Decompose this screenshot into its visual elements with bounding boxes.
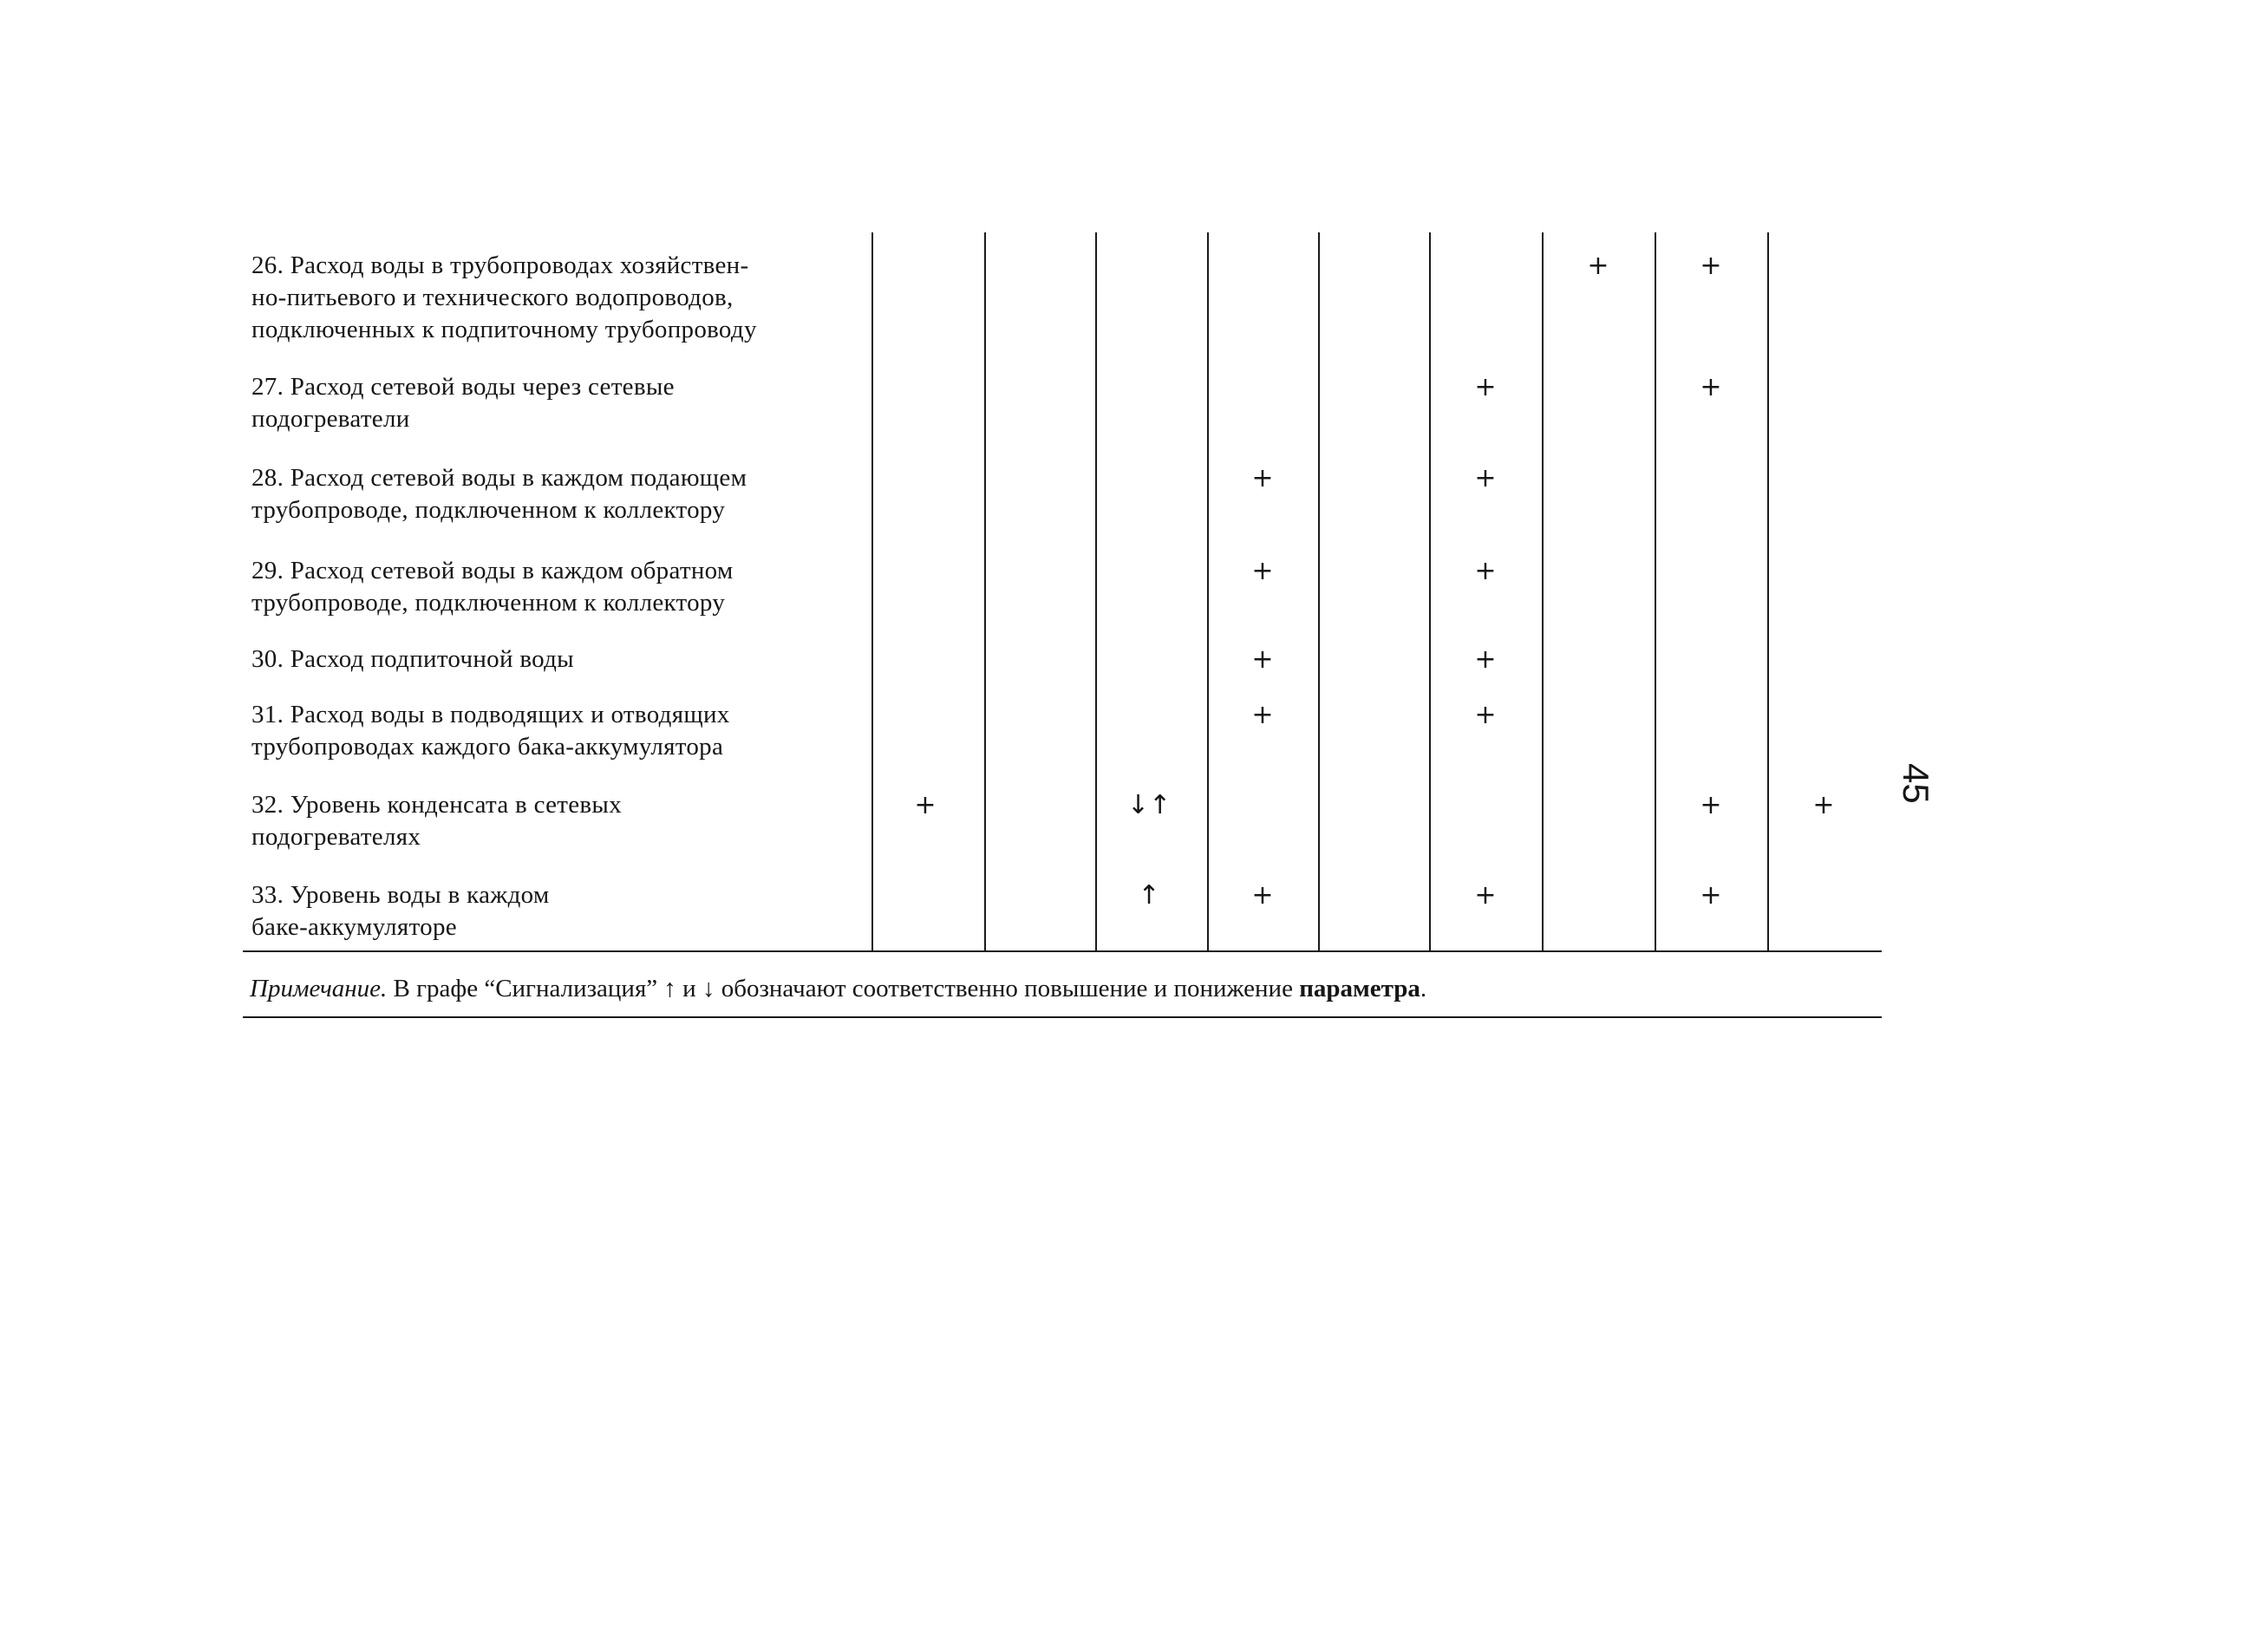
- row-28-line-2: трубопроводе, подключенном к коллектору: [251, 496, 726, 524]
- row-32-line-2: подогревателях: [251, 823, 421, 851]
- row-31-line-2: трубопроводах каждого бака-аккумулятора: [251, 733, 724, 761]
- row-29-mark-col-6: +: [1474, 556, 1497, 586]
- row-26-line-2: но-питьевого и технического водопроводов,: [251, 284, 734, 311]
- row-26-line-3: подключенных к подпиточному трубопроводу: [251, 316, 757, 343]
- column-separator: [1318, 232, 1320, 950]
- row-30-mark-col-4: +: [1251, 644, 1274, 675]
- row-33-mark-col-8: +: [1700, 880, 1722, 911]
- row-label-31: [251, 699, 1119, 763]
- row-label-32: [251, 789, 1119, 853]
- row-label-30: [251, 643, 1119, 676]
- row-33-mark-col-4: +: [1251, 880, 1274, 911]
- row-31-mark-col-4: +: [1251, 700, 1274, 730]
- note-end: .: [1420, 975, 1427, 1002]
- row-label-27: [251, 371, 1119, 435]
- row-label-26: [251, 250, 1119, 346]
- row-32-mark-col-3: ↓↑: [1126, 790, 1172, 820]
- row-32-mark-col-8: +: [1700, 790, 1722, 820]
- table-bottom-rule: [243, 950, 1882, 952]
- row-label-28: [251, 462, 1119, 526]
- row-33-mark-col-6: +: [1474, 880, 1497, 911]
- row-28-mark-col-4: +: [1251, 463, 1274, 493]
- row-32-mark-col-1: +: [914, 790, 937, 820]
- row-32-line-1: 32. Уровень конденсата в сетевых: [251, 791, 623, 819]
- row-26-mark-col-8: +: [1700, 251, 1722, 281]
- column-separator: [1767, 232, 1769, 950]
- note-label: Примечание.: [250, 975, 388, 1002]
- down-arrow-icon: ↓: [702, 975, 715, 1002]
- page-number: 45: [1896, 763, 1936, 804]
- note-bottom-rule: [243, 1016, 1882, 1018]
- row-31-mark-col-6: +: [1474, 700, 1497, 730]
- row-28-mark-col-6: +: [1474, 463, 1497, 493]
- row-29-mark-col-4: +: [1251, 556, 1274, 586]
- note-text-before: В графе “Сигнализация”: [387, 975, 664, 1002]
- row-30-line-1: 30. Расход подпиточной воды: [251, 645, 574, 673]
- table-footnote: [250, 971, 1426, 1006]
- row-27-line-1: 27. Расход сетевой воды через сетевые: [251, 373, 675, 401]
- column-separator: [1655, 232, 1656, 950]
- note-conjunction: и: [676, 975, 702, 1002]
- parameters-table: [243, 232, 1882, 952]
- up-arrow-icon: ↑: [663, 975, 676, 1002]
- note-text-after: обозначают соответственно повышение и понижение: [715, 975, 1300, 1002]
- row-29-line-2: трубопроводе, подключенном к коллектору: [251, 589, 726, 617]
- row-30-mark-col-6: +: [1474, 644, 1497, 675]
- row-29-line-1: 29. Расход сетевой воды в каждом обратном: [251, 557, 734, 584]
- row-26-line-1: 26. Расход воды в трубопроводах хозяйствен-: [251, 251, 749, 279]
- row-31-line-1: 31. Расход воды в подводящих и отводящих: [251, 701, 730, 728]
- row-27-mark-col-6: +: [1474, 372, 1497, 402]
- row-33-mark-col-3: ↑: [1138, 880, 1160, 911]
- row-label-33: [251, 879, 1119, 944]
- row-33-line-1: 33. Уровень воды в каждом: [251, 881, 550, 909]
- note-bold-word: параметра: [1299, 975, 1420, 1002]
- row-32-mark-col-9: +: [1812, 790, 1835, 820]
- row-33-line-2: баке-аккумуляторе: [251, 913, 457, 941]
- row-26-mark-col-7: +: [1587, 251, 1609, 281]
- row-27-mark-col-8: +: [1700, 372, 1722, 402]
- column-separator: [1429, 232, 1431, 950]
- column-separator: [1542, 232, 1544, 950]
- row-27-line-2: подогреватели: [251, 405, 410, 433]
- row-label-29: [251, 555, 1119, 619]
- row-28-line-1: 28. Расход сетевой воды в каждом подающем: [251, 464, 747, 492]
- column-separator: [1207, 232, 1209, 950]
